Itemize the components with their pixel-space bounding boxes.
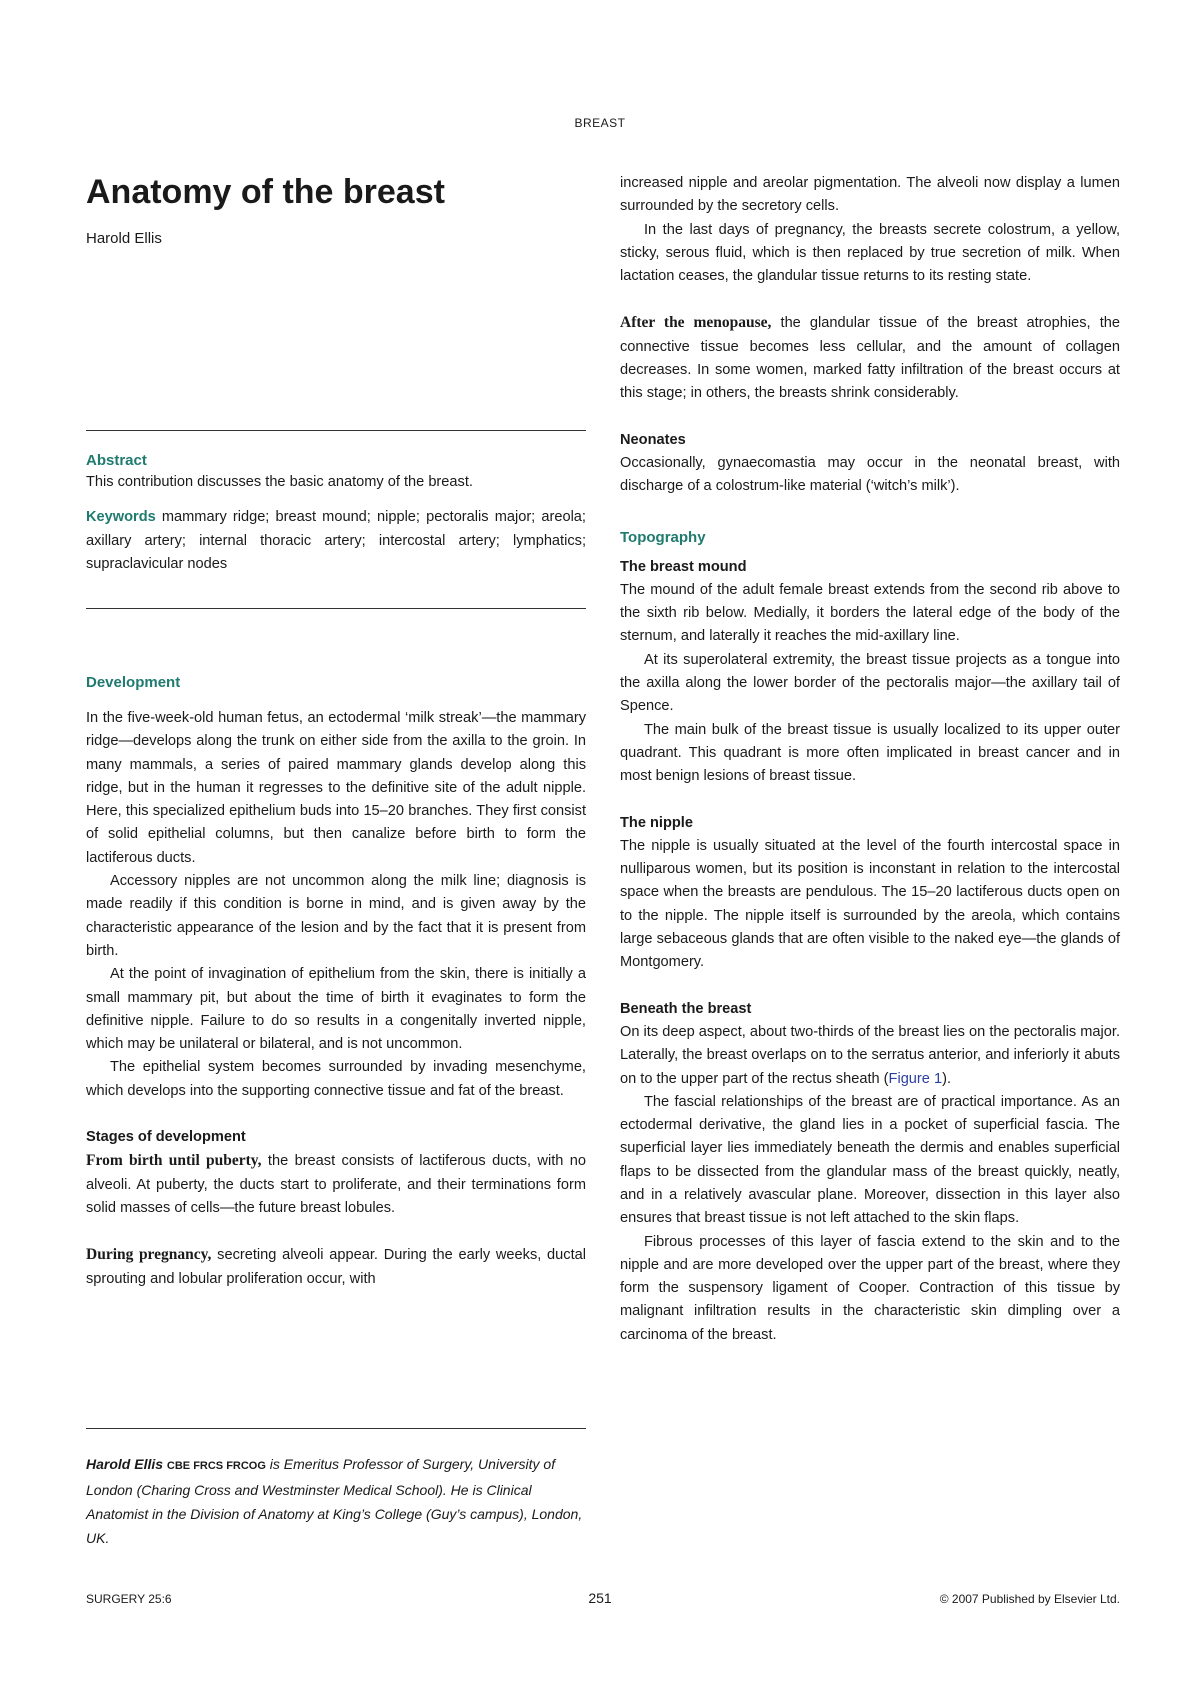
- fascia-paragraph-2: Fibrous processes of this layer of fascia extend to the skin and to the nipple and are more developed over the upper part of the breast, where they form the suspensory ligament of Cooper. Contraction of this tissue by malignant infiltration results in the characteristic skin dimpling over a carcinoma of the breast.: [620, 1233, 1120, 1343]
- mound-paragraph-3: The main bulk of the breast tissue is usually localized to its upper outer quadrant. This quadrant is more often implicated in breast cancer and in most benign lesions of breast tissue.: [620, 721, 1120, 785]
- keywords-paragraph: [86, 506, 586, 576]
- birth-text: the breast consists of lactiferous ducts, with no alveoli. At puberty, the ducts start to proliferate, and their terminations form solid masses of cells—the future breast lobules.: [86, 1153, 586, 1216]
- stages-heading: Stages of development: [86, 1129, 246, 1146]
- development-paragraph-2: Accessory nipples are not uncommon along the milk line; diagnosis is made readily if this condition is borne in mind, and is given away by the characteristic appearance of the lesion and by the fact that it is present from birth.: [86, 873, 586, 959]
- menopause-paragraph: [620, 311, 1120, 405]
- development-section: [86, 674, 586, 1291]
- nipple-paragraph: The nipple is usually situated at the level of the fourth intercostal space in nulliparous women, but its position is inconstant in relation to the intercostal space when the breasts are pendulous. The 15–20 lactiferous ducts open on to the nipple. The nipple itself is surrounded by the areola, which contains large sebaceous glands that are often visible to the naked eye—the glands of Montgomery.: [620, 837, 1120, 971]
- menopause-text: the glandular tissue of the breast atrophies, the connective tissue becomes less cellular, and the amount of collagen decreases. In some women, marked fatty infiltration of the breast occurs at this stage; in others, the breasts shrink considerably.: [620, 315, 1120, 402]
- footer-page-number: 251: [588, 1590, 612, 1606]
- beneath-text-a: On its deep aspect, about two-thirds of the breast lies on the pectoralis major. Laterally, the breast overlaps on to the serratus anterior, and inferiorly it abuts on to the upper part of the rectus sheath (: [620, 1023, 1120, 1087]
- development-paragraph-3: At the point of invagination of epithelium from the skin, there is initially a small mammary pit, but about the time of birth it evaginates to form the definitive nipple. Failure to do so results in a congenitally inverted nipple, which may be unilateral or bilateral, and is not uncommon.: [86, 966, 586, 1053]
- birth-lead: From birth until puberty,: [86, 1152, 262, 1170]
- development-heading: Development: [86, 674, 181, 691]
- birth-paragraph: [86, 1149, 586, 1220]
- abstract-heading: Abstract: [86, 452, 147, 469]
- footer-journal: SURGERY 25:6: [86, 1592, 172, 1606]
- beneath-paragraph: [620, 1021, 1120, 1091]
- topography-heading: Topography: [620, 528, 706, 546]
- left-column: [86, 172, 586, 247]
- menopause-lead: After the menopause,: [620, 314, 772, 332]
- keywords-label: Keywords: [86, 509, 156, 526]
- neonates-heading: Neonates: [620, 431, 686, 448]
- pregnancy-text: secreting alveoli appear. During the early weeks, ductal sprouting and lobular proliferation occur, with: [86, 1247, 586, 1287]
- abstract-block: [86, 452, 586, 576]
- pregnancy-continued: increased nipple and areolar pigmentation. The alveoli now display a lumen surrounded by the secretory cells.: [620, 175, 1120, 215]
- beneath-breast-heading: Beneath the breast: [620, 1000, 752, 1017]
- pregnancy-lead: During pregnancy,: [86, 1246, 212, 1264]
- mound-paragraph-2: At its superolateral extremity, the breast tissue projects as a tongue into the axilla along the lower border of the pectoralis major—the axillary tail of Spence.: [620, 651, 1120, 715]
- right-column: [620, 172, 1120, 1347]
- beneath-text-b: ).: [942, 1070, 951, 1087]
- footnote-text: is Emeritus Professor of Surgery, University of London (Charing Cross and Westminster Medical School). He is Clinical Anatomist in the Division of Anatomy at King’s College (Guy’s campus), London, UK.: [86, 1456, 583, 1546]
- footer-copyright: © 2007 Published by Elsevier Ltd.: [939, 1592, 1120, 1606]
- footnote-rule: [86, 1428, 586, 1429]
- abstract-bottom-rule: [86, 608, 586, 609]
- footnote-author-name: Harold Ellis: [86, 1456, 164, 1472]
- pregnancy-paragraph: [86, 1243, 586, 1291]
- running-head: BREAST: [574, 116, 626, 130]
- colostrum-paragraph: In the last days of pregnancy, the breasts secrete colostrum, a yellow, sticky, serous fluid, which is then replaced by true secretion of milk. When lactation ceases, the glandular tissue returns to its resting state.: [620, 221, 1120, 285]
- neonates-paragraph: Occasionally, gynaecomastia may occur in the neonatal breast, with discharge of a colostrum-like material (‘witch’s milk’).: [620, 454, 1120, 495]
- keywords-list: mammary ridge; breast mound; nipple; pectoralis major; areola; axillary artery; internal thoracic artery; intercostal artery; lymphatics; supraclavicular nodes: [86, 509, 586, 572]
- abstract-text: This contribution discusses the basic anatomy of the breast.: [86, 474, 473, 490]
- abstract-top-rule: [86, 430, 586, 431]
- mound-paragraph-1: The mound of the adult female breast extends from the second rib above to the sixth rib below. Medially, it borders the lateral edge of the body of the sternum, and laterally it reaches the mid-axillary line.: [620, 581, 1120, 645]
- fascia-paragraph-1: The fascial relationships of the breast are of practical importance. As an ectodermal derivative, the gland lies in a pocket of superficial fascia. The superficial layer lies immediately beneath the dermis and enables superficial flaps to be dissected from the glandular mass of the breast quickly, neatly, and in a relatively avascular plane. Moreover, dissection in this layer also ensures that breast tissue is not left attached to the skin flaps.: [620, 1093, 1120, 1227]
- development-paragraph-4: The epithelial system becomes surrounded by invading mesenchyme, which develops into the supporting connective tissue and fat of the breast.: [86, 1059, 586, 1099]
- development-paragraph-1: In the five-week-old human fetus, an ectodermal ‘milk streak’—the mammary ridge—develops along the trunk on either side from the axilla to the groin. In many mammals, a series of paired mammary glands develop along this ridge, but in the human it regresses to the definitive site of the adult nipple. Here, this specialized epithelium buds into 15–20 branches. They first consist of solid epithelial columns, but then canalize before birth to form the lactiferous ducts.: [86, 710, 586, 866]
- figure-1-link[interactable]: Figure 1: [888, 1070, 943, 1087]
- author-footnote: [86, 1452, 586, 1550]
- article-title: Anatomy of the breast: [86, 173, 445, 211]
- nipple-heading: The nipple: [620, 814, 693, 831]
- breast-mound-heading: The breast mound: [620, 558, 747, 575]
- author-name: Harold Ellis: [86, 230, 162, 247]
- footnote-degrees: CBE FRCS FRCOG: [166, 1460, 266, 1472]
